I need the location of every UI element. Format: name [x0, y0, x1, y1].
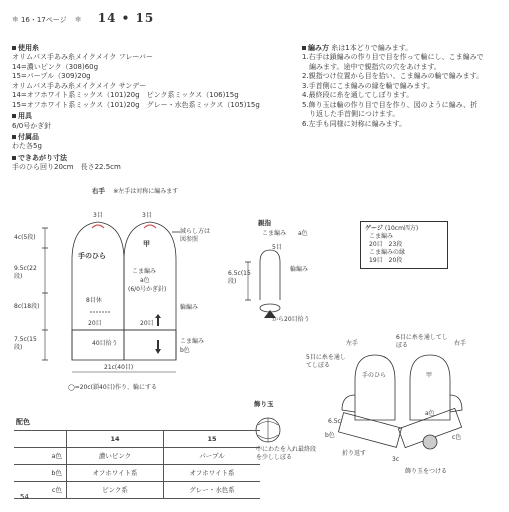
label-sc-ring: こま編み — [180, 338, 205, 345]
fin-back: 甲 — [426, 372, 433, 379]
yarn-line: 14=濃いピンク（308)60g — [12, 62, 99, 71]
label-sc-a: こま編み — [132, 268, 157, 275]
bobble-title: 飾り玉 — [254, 400, 274, 408]
dim-label: 8c(18段) — [14, 303, 40, 310]
tools-title: 用具 — [18, 112, 32, 121]
label-eight-st: 8目休 — [86, 297, 102, 304]
table-cell: c色 — [14, 482, 67, 499]
gauge-unit: (10cm四方) — [384, 225, 419, 232]
label-base: 21c(40目) — [104, 364, 134, 371]
fin-dim: 6.5c — [328, 418, 341, 425]
label-top-left: 3目 — [93, 212, 103, 219]
yarn-line: オリムパス手あみ糸メイクメイク サンデー — [12, 81, 147, 90]
dim-label: 7.5c(15段) — [14, 336, 37, 352]
mirror-note: ※左手は対称に編みます — [113, 188, 179, 195]
instructions-title: 編み方 — [308, 44, 329, 52]
label-palm: 手のひら — [78, 252, 106, 260]
fin-attach: 飾り玉をつける — [405, 468, 448, 475]
step-line: 編みます。途中で親指穴の穴をあけます。 — [302, 62, 441, 71]
label-b-color: b色 — [180, 347, 190, 354]
table-cell: a色 — [14, 448, 67, 465]
fin-a-color: a色 — [425, 410, 435, 417]
page-number: 54 — [20, 493, 29, 501]
thumb-ring: 輪編み — [290, 266, 309, 273]
label-a-color: a色 — [140, 277, 150, 284]
bobble-attached — [423, 435, 437, 449]
yarn-line: 15=パープル（309)20g — [12, 72, 91, 81]
fin-six-st: 6目に糸を通してしぼる — [396, 334, 448, 350]
pattern-numbers: 14 • 15 — [97, 11, 155, 25]
table-header-cell — [14, 431, 67, 448]
table-row — [14, 465, 260, 482]
step-line: 1.右手は鎖編みの作り目で目を作って輪にし、こま編みで — [302, 53, 484, 62]
label-top-right: 3目 — [142, 212, 152, 219]
yarn-title: 使用糸 — [18, 44, 39, 52]
table-cell: 濃いピンク — [67, 448, 164, 465]
instructions-subtitle: 糸は1本どりで編みます。 — [331, 44, 413, 52]
yarn-line: オリムパス手あみ糸メイクメイク フレーバー — [12, 53, 153, 62]
bobble-note: 中にわたを入れ最終段を少ししぼる — [256, 446, 317, 462]
yarn-line: 14=オフホワイト系ミックス（101)20g ピンク系ミックス（106)15g — [12, 91, 239, 100]
page-ref: 16・17ページ — [20, 16, 67, 24]
thumb-drawing — [245, 250, 280, 312]
thumb-sc: こま編み — [262, 230, 287, 237]
thumb-title: 親指 — [258, 219, 271, 227]
table-cell: オフホワイト系 — [164, 465, 261, 482]
label-forty: 40目拾う — [92, 340, 118, 347]
step-line: 3.手首側にこま編みの縁を輪で編みます。 — [302, 81, 435, 90]
thumb-a-color: a色 — [298, 230, 308, 237]
snowflake-icon: ❄ — [74, 15, 82, 24]
label-hook: (6/0号かぎ針) — [128, 286, 167, 293]
snowflake-icon: ❄ — [12, 15, 19, 24]
step-line: 6.左手も同様に対称に編みます。 — [302, 119, 407, 128]
gauge-line1: こま編み — [369, 233, 394, 241]
dim-label: 9.5c(22段) — [14, 265, 37, 281]
label-back: 甲 — [143, 240, 150, 248]
fin-five-st: 5目に糸を通してしぼる — [306, 354, 346, 370]
fin-c-color: c色 — [452, 434, 462, 441]
step-line: 5.飾り玉は輪の作り目で目を作り、図のように編み、折 — [302, 100, 478, 109]
label-decrease: 減らし方は図参照 — [180, 228, 211, 244]
accessories-text: わた各5g — [12, 142, 42, 151]
step-line: 4.最終段に糸を通してしぼります。 — [302, 91, 414, 100]
table-cell: オフホワイト系 — [67, 465, 164, 482]
fin-three-c: 3c — [392, 456, 400, 463]
right-hand-title: 右手 ※左手は対称に編みます — [92, 187, 179, 195]
label-twenty-1: 20目 — [88, 320, 102, 327]
dim-label: 4c(5段) — [14, 234, 36, 241]
thumb-pickup: から20目拾う — [272, 316, 310, 323]
fin-b-color: b色 — [325, 432, 335, 439]
label-chain-note: ◯=20c(鎖40目)作り、輪にする — [68, 384, 157, 391]
fin-palm: 手のひら — [362, 372, 387, 379]
accessories-title: 付属品 — [18, 132, 39, 141]
label-ring-st: 輪編み — [180, 304, 199, 311]
gauge-line1-vals: 20目 23段 — [369, 241, 403, 249]
thumb-dim: 6.5c(15段) — [228, 270, 251, 286]
color-table — [14, 430, 260, 499]
table-cell: ピンク系 — [67, 482, 164, 499]
table-header-row — [14, 431, 260, 448]
table-header-cell: 15 — [164, 431, 261, 448]
fin-fold: 折り返す — [342, 450, 367, 457]
gauge-line2: こま編みの縁 — [369, 249, 406, 257]
thumb-five: 5目 — [272, 244, 282, 251]
size-text: 手のひら回り20cm 長さ22.5cm — [12, 163, 121, 172]
gauge-box — [360, 221, 448, 269]
table-cell: パープル — [164, 448, 261, 465]
table-cell: b色 — [14, 465, 67, 482]
table-header-cell: 14 — [67, 431, 164, 448]
table-cell: グレー・水色系 — [164, 482, 261, 499]
tools-text: 6/0号かぎ針 — [12, 121, 52, 130]
step-line: り返した手首側につけます。 — [302, 110, 400, 119]
table-row — [14, 482, 260, 499]
step-line: 2.親指つけ位置から目を拾い、こま編みの輪で編みます。 — [302, 72, 484, 81]
gauge-line2-vals: 19目 20段 — [369, 257, 403, 265]
yarn-line: 15=オフホワイト系ミックス（101)20g グレー・水色系ミックス（105)15g — [12, 100, 260, 109]
gauge-title: ゲージ — [365, 225, 383, 232]
label-twenty-2: 20目 — [140, 320, 154, 327]
fin-left-hand: 左手 — [346, 340, 359, 347]
size-title: できあがり寸法 — [18, 153, 67, 162]
fin-right-hand: 右手 — [454, 340, 467, 347]
table-row — [14, 448, 260, 465]
color-table-title: 配色 — [16, 418, 30, 426]
finished-mittens — [338, 355, 462, 448]
